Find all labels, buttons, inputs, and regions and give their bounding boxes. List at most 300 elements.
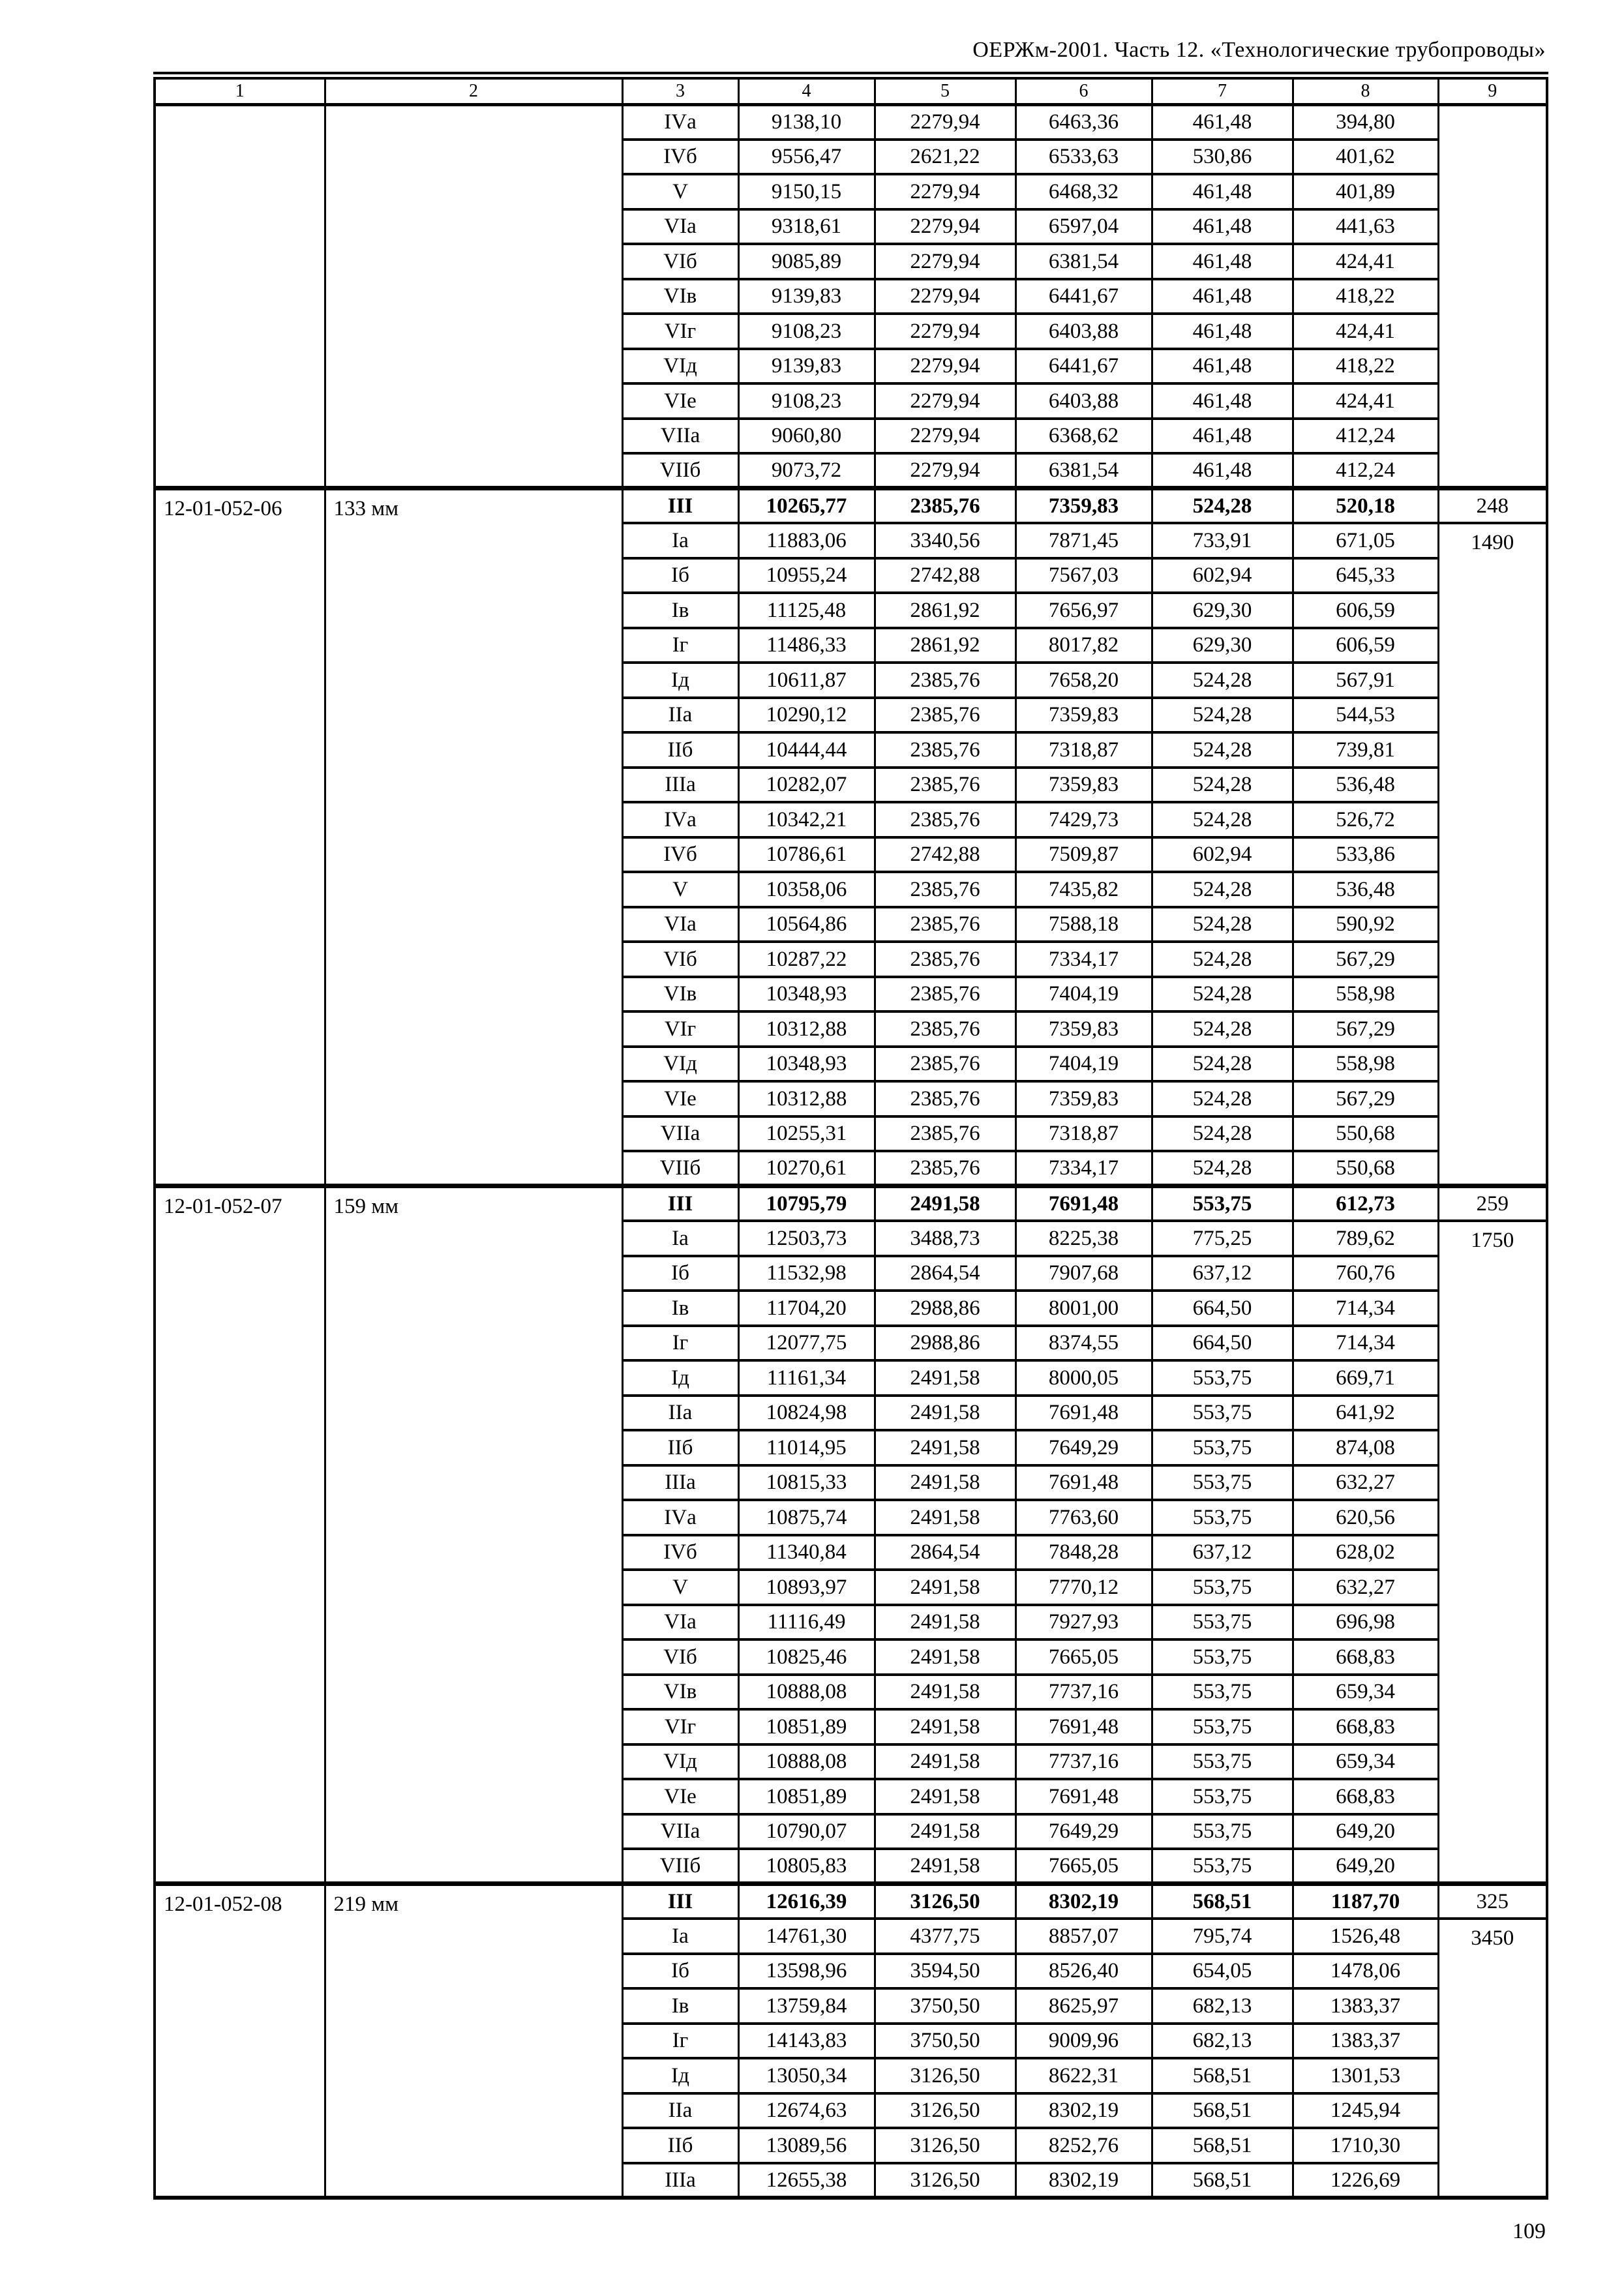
index-cell: IIIа xyxy=(622,1465,738,1501)
index-cell: VIд xyxy=(622,349,738,384)
value-cell: 775,25 xyxy=(1152,1221,1293,1256)
value-cell: 424,41 xyxy=(1293,314,1438,349)
value-cell: 568,51 xyxy=(1152,2128,1293,2163)
value-cell: 671,05 xyxy=(1293,523,1438,558)
value-cell: 637,12 xyxy=(1152,1535,1293,1570)
value-cell: 12503,73 xyxy=(738,1221,875,1256)
value-cell: 10825,46 xyxy=(738,1639,875,1675)
value-cell: 526,72 xyxy=(1293,802,1438,837)
index-cell: III xyxy=(622,1186,738,1221)
value-cell: 7509,87 xyxy=(1015,837,1152,873)
value-cell: 401,89 xyxy=(1293,174,1438,209)
value-cell: 10955,24 xyxy=(738,558,875,593)
value-cell: 2385,76 xyxy=(875,1047,1015,1082)
value-cell: 524,28 xyxy=(1152,802,1293,837)
aux-cell-bottom: 1750 xyxy=(1438,1221,1547,1884)
value-cell: 461,48 xyxy=(1152,383,1293,419)
value-cell: 645,33 xyxy=(1293,558,1438,593)
index-cell: Iб xyxy=(622,1954,738,1989)
value-cell: 12077,75 xyxy=(738,1326,875,1361)
value-cell: 10265,77 xyxy=(738,488,875,524)
value-cell: 664,50 xyxy=(1152,1326,1293,1361)
value-cell: 2742,88 xyxy=(875,837,1015,873)
value-cell: 524,28 xyxy=(1152,1151,1293,1186)
index-cell: IIб xyxy=(622,732,738,768)
value-cell: 606,59 xyxy=(1293,628,1438,663)
value-cell: 9108,23 xyxy=(738,314,875,349)
value-cell: 874,08 xyxy=(1293,1430,1438,1465)
index-cell: VIб xyxy=(622,244,738,279)
index-cell: VIIа xyxy=(622,419,738,454)
value-cell: 536,48 xyxy=(1293,872,1438,907)
column-header-1: 1 xyxy=(155,76,325,104)
value-cell: 2861,92 xyxy=(875,628,1015,663)
value-cell: 8857,07 xyxy=(1015,1919,1152,1954)
index-cell: IVб xyxy=(622,140,738,175)
value-cell: 553,75 xyxy=(1152,1465,1293,1501)
value-cell: 412,24 xyxy=(1293,419,1438,454)
value-cell: 7763,60 xyxy=(1015,1500,1152,1535)
value-cell: 536,48 xyxy=(1293,768,1438,803)
value-cell: 7691,48 xyxy=(1015,1396,1152,1431)
table-body xyxy=(155,104,1547,2198)
value-cell: 1478,06 xyxy=(1293,1954,1438,1989)
value-cell: 760,76 xyxy=(1293,1256,1438,1291)
value-cell: 6468,32 xyxy=(1015,174,1152,209)
value-cell: 7691,48 xyxy=(1015,1465,1152,1501)
index-cell: VIIб xyxy=(622,1151,738,1186)
value-cell: 2491,58 xyxy=(875,1396,1015,1431)
value-cell: 2491,58 xyxy=(875,1570,1015,1605)
value-cell: 6368,62 xyxy=(1015,419,1152,454)
value-cell: 628,02 xyxy=(1293,1535,1438,1570)
value-cell: 424,41 xyxy=(1293,383,1438,419)
value-cell: 2385,76 xyxy=(875,732,1015,768)
index-cell: VIIб xyxy=(622,1849,738,1884)
index-cell: IIIа xyxy=(622,2163,738,2198)
value-cell: 524,28 xyxy=(1152,488,1293,524)
value-cell: 4377,75 xyxy=(875,1919,1015,1954)
column-header-3: 3 xyxy=(622,76,738,104)
column-header-9: 9 xyxy=(1438,76,1547,104)
value-cell: 11116,49 xyxy=(738,1605,875,1640)
value-cell: 10815,33 xyxy=(738,1465,875,1501)
index-cell: Iв xyxy=(622,1988,738,2024)
value-cell: 7334,17 xyxy=(1015,942,1152,977)
value-cell: 2279,94 xyxy=(875,383,1015,419)
value-cell: 7691,48 xyxy=(1015,1186,1152,1221)
value-cell: 6403,88 xyxy=(1015,383,1152,419)
index-cell: VIб xyxy=(622,1639,738,1675)
value-cell: 9556,47 xyxy=(738,140,875,175)
value-cell: 2491,58 xyxy=(875,1709,1015,1744)
value-cell: 553,75 xyxy=(1152,1639,1293,1675)
value-cell: 1710,30 xyxy=(1293,2128,1438,2163)
value-cell: 3126,50 xyxy=(875,1884,1015,1919)
value-cell: 8017,82 xyxy=(1015,628,1152,663)
value-cell: 669,71 xyxy=(1293,1360,1438,1396)
value-cell: 2491,58 xyxy=(875,1500,1015,1535)
value-cell: 10888,08 xyxy=(738,1675,875,1710)
value-cell: 714,34 xyxy=(1293,1326,1438,1361)
value-cell: 789,62 xyxy=(1293,1221,1438,1256)
value-cell: 3340,56 xyxy=(875,523,1015,558)
aux-cell xyxy=(1438,104,1547,488)
value-cell: 553,75 xyxy=(1152,1360,1293,1396)
value-cell: 2988,86 xyxy=(875,1326,1015,1361)
value-cell: 394,80 xyxy=(1293,104,1438,140)
index-cell: VIе xyxy=(622,383,738,419)
index-cell: III xyxy=(622,488,738,524)
value-cell: 668,83 xyxy=(1293,1779,1438,1814)
value-cell: 7737,16 xyxy=(1015,1675,1152,1710)
value-cell: 567,29 xyxy=(1293,1011,1438,1047)
index-cell: VIа xyxy=(622,907,738,942)
value-cell: 11161,34 xyxy=(738,1360,875,1396)
value-cell: 6441,67 xyxy=(1015,349,1152,384)
index-cell: VIв xyxy=(622,1675,738,1710)
value-cell: 461,48 xyxy=(1152,104,1293,140)
value-cell: 412,24 xyxy=(1293,453,1438,488)
value-cell: 9138,10 xyxy=(738,104,875,140)
value-cell: 14761,30 xyxy=(738,1919,875,1954)
value-cell: 567,91 xyxy=(1293,663,1438,698)
value-cell: 7665,05 xyxy=(1015,1849,1152,1884)
value-cell: 795,74 xyxy=(1152,1919,1293,1954)
value-cell: 7848,28 xyxy=(1015,1535,1152,1570)
aux-cell-top: 259 xyxy=(1438,1186,1547,1221)
column-number-row xyxy=(155,76,1547,104)
value-cell: 2279,94 xyxy=(875,209,1015,245)
value-cell: 553,75 xyxy=(1152,1500,1293,1535)
running-head-title: ОЕРЖм-2001. Часть 12. «Технологические трубопроводы» xyxy=(972,38,1546,62)
value-cell: 13759,84 xyxy=(738,1988,875,2024)
value-cell: 3594,50 xyxy=(875,1954,1015,1989)
value-cell: 10893,97 xyxy=(738,1570,875,1605)
index-cell: IIIа xyxy=(622,768,738,803)
value-cell: 2491,58 xyxy=(875,1430,1015,1465)
index-cell: IIб xyxy=(622,1430,738,1465)
value-cell: 524,28 xyxy=(1152,698,1293,733)
index-cell: Iг xyxy=(622,2024,738,2059)
index-cell: Iб xyxy=(622,1256,738,1291)
value-cell: 9085,89 xyxy=(738,244,875,279)
index-cell: VIг xyxy=(622,314,738,349)
value-cell: 9073,72 xyxy=(738,453,875,488)
value-cell: 7334,17 xyxy=(1015,1151,1152,1186)
value-cell: 629,30 xyxy=(1152,593,1293,628)
index-cell: VIб xyxy=(622,942,738,977)
value-cell: 524,28 xyxy=(1152,768,1293,803)
value-cell: 10805,83 xyxy=(738,1849,875,1884)
index-cell: VIв xyxy=(622,279,738,314)
value-cell: 682,13 xyxy=(1152,2024,1293,2059)
value-cell: 2385,76 xyxy=(875,1116,1015,1152)
value-cell: 2385,76 xyxy=(875,977,1015,1012)
value-cell: 550,68 xyxy=(1293,1151,1438,1186)
aux-cell-bottom: 3450 xyxy=(1438,1919,1547,2198)
value-cell: 7359,83 xyxy=(1015,1011,1152,1047)
value-cell: 550,68 xyxy=(1293,1116,1438,1152)
value-cell: 714,34 xyxy=(1293,1291,1438,1326)
value-cell: 10611,87 xyxy=(738,663,875,698)
value-cell: 1187,70 xyxy=(1293,1884,1438,1919)
value-cell: 2279,94 xyxy=(875,104,1015,140)
value-cell: 733,91 xyxy=(1152,523,1293,558)
value-cell: 461,48 xyxy=(1152,279,1293,314)
value-cell: 11704,20 xyxy=(738,1291,875,1326)
value-cell: 2385,76 xyxy=(875,802,1015,837)
value-cell: 10851,89 xyxy=(738,1779,875,1814)
value-cell: 654,05 xyxy=(1152,1954,1293,1989)
value-cell: 10348,93 xyxy=(738,977,875,1012)
index-cell: VIе xyxy=(622,1779,738,1814)
value-cell: 2491,58 xyxy=(875,1675,1015,1710)
value-cell: 568,51 xyxy=(1152,1884,1293,1919)
value-cell: 2385,76 xyxy=(875,907,1015,942)
value-cell: 2385,76 xyxy=(875,663,1015,698)
value-cell: 649,20 xyxy=(1293,1814,1438,1849)
value-cell: 1526,48 xyxy=(1293,1919,1438,1954)
value-cell: 6441,67 xyxy=(1015,279,1152,314)
column-header-5: 5 xyxy=(875,76,1015,104)
value-cell: 568,51 xyxy=(1152,2163,1293,2198)
value-cell: 553,75 xyxy=(1152,1849,1293,1884)
value-cell: 2279,94 xyxy=(875,419,1015,454)
value-cell: 553,75 xyxy=(1152,1396,1293,1431)
value-cell: 9318,61 xyxy=(738,209,875,245)
value-cell: 13598,96 xyxy=(738,1954,875,1989)
value-cell: 632,27 xyxy=(1293,1570,1438,1605)
value-cell: 558,98 xyxy=(1293,977,1438,1012)
value-cell: 524,28 xyxy=(1152,872,1293,907)
value-cell: 9108,23 xyxy=(738,383,875,419)
column-header-8: 8 xyxy=(1293,76,1438,104)
row-code-cell: 12-01-052-07 xyxy=(155,1186,325,1884)
value-cell: 659,34 xyxy=(1293,1744,1438,1780)
index-cell: VIIб xyxy=(622,453,738,488)
value-cell: 8302,19 xyxy=(1015,2163,1152,2198)
value-cell: 2385,76 xyxy=(875,488,1015,524)
value-cell: 7567,03 xyxy=(1015,558,1152,593)
table-row xyxy=(155,488,1547,524)
value-cell: 6381,54 xyxy=(1015,453,1152,488)
value-cell: 8622,31 xyxy=(1015,2058,1152,2093)
value-cell: 8001,00 xyxy=(1015,1291,1152,1326)
index-cell: Iв xyxy=(622,1291,738,1326)
value-cell: 2385,76 xyxy=(875,1081,1015,1116)
value-cell: 2491,58 xyxy=(875,1849,1015,1884)
value-cell: 2385,76 xyxy=(875,1151,1015,1186)
index-cell: Iа xyxy=(622,523,738,558)
value-cell: 10824,98 xyxy=(738,1396,875,1431)
column-header-6: 6 xyxy=(1015,76,1152,104)
value-cell: 11125,48 xyxy=(738,593,875,628)
value-cell: 668,83 xyxy=(1293,1709,1438,1744)
value-cell: 14143,83 xyxy=(738,2024,875,2059)
value-cell: 10290,12 xyxy=(738,698,875,733)
index-cell: IIа xyxy=(622,1396,738,1431)
index-cell: VIIа xyxy=(622,1116,738,1152)
value-cell: 11532,98 xyxy=(738,1256,875,1291)
value-cell: 461,48 xyxy=(1152,174,1293,209)
value-cell: 12655,38 xyxy=(738,2163,875,2198)
aux-cell-top: 248 xyxy=(1438,488,1547,524)
value-cell: 553,75 xyxy=(1152,1605,1293,1640)
value-cell: 11486,33 xyxy=(738,628,875,663)
value-cell: 2491,58 xyxy=(875,1360,1015,1396)
value-cell: 659,34 xyxy=(1293,1675,1438,1710)
value-cell: 553,75 xyxy=(1152,1709,1293,1744)
value-cell: 524,28 xyxy=(1152,977,1293,1012)
value-cell: 13089,56 xyxy=(738,2128,875,2163)
pipe-size-cell: 159 мм xyxy=(325,1186,622,1884)
value-cell: 1383,37 xyxy=(1293,1988,1438,2024)
index-cell: VIе xyxy=(622,1081,738,1116)
value-cell: 424,41 xyxy=(1293,244,1438,279)
value-cell: 10348,93 xyxy=(738,1047,875,1082)
value-cell: 3750,50 xyxy=(875,1988,1015,2024)
value-cell: 8526,40 xyxy=(1015,1954,1152,1989)
value-cell: 7429,73 xyxy=(1015,802,1152,837)
aux-cell-top: 325 xyxy=(1438,1884,1547,1919)
index-cell: Iб xyxy=(622,558,738,593)
value-cell: 7649,29 xyxy=(1015,1814,1152,1849)
table-row xyxy=(155,1884,1547,1919)
value-cell: 7770,12 xyxy=(1015,1570,1152,1605)
value-cell: 1301,53 xyxy=(1293,2058,1438,2093)
value-cell: 2988,86 xyxy=(875,1291,1015,1326)
value-cell: 7691,48 xyxy=(1015,1779,1152,1814)
value-cell: 668,83 xyxy=(1293,1639,1438,1675)
table-header xyxy=(155,76,1547,104)
value-cell: 6597,04 xyxy=(1015,209,1152,245)
value-cell: 6533,63 xyxy=(1015,140,1152,175)
value-cell: 8625,97 xyxy=(1015,1988,1152,2024)
value-cell: 7359,83 xyxy=(1015,698,1152,733)
value-cell: 3126,50 xyxy=(875,2128,1015,2163)
value-cell: 9150,15 xyxy=(738,174,875,209)
value-cell: 6381,54 xyxy=(1015,244,1152,279)
value-cell: 739,81 xyxy=(1293,732,1438,768)
value-cell: 553,75 xyxy=(1152,1744,1293,1780)
value-cell: 2491,58 xyxy=(875,1605,1015,1640)
value-cell: 520,18 xyxy=(1293,488,1438,524)
value-cell: 11340,84 xyxy=(738,1535,875,1570)
index-cell: IVа xyxy=(622,104,738,140)
value-cell: 568,51 xyxy=(1152,2058,1293,2093)
value-cell: 10888,08 xyxy=(738,1744,875,1780)
pipe-size-cell: 219 мм xyxy=(325,1884,622,2198)
value-cell: 553,75 xyxy=(1152,1675,1293,1710)
value-cell: 7435,82 xyxy=(1015,872,1152,907)
value-cell: 2864,54 xyxy=(875,1535,1015,1570)
value-cell: 461,48 xyxy=(1152,453,1293,488)
cost-table xyxy=(153,72,1548,2200)
value-cell: 7649,29 xyxy=(1015,1430,1152,1465)
pipe-size-cell: 133 мм xyxy=(325,488,622,1186)
value-cell: 10564,86 xyxy=(738,907,875,942)
row-code-cell xyxy=(155,104,325,488)
value-cell: 682,13 xyxy=(1152,1988,1293,2024)
value-cell: 524,28 xyxy=(1152,942,1293,977)
value-cell: 7318,87 xyxy=(1015,1116,1152,1152)
value-cell: 1226,69 xyxy=(1293,2163,1438,2198)
index-cell: IVа xyxy=(622,1500,738,1535)
value-cell: 10312,88 xyxy=(738,1011,875,1047)
value-cell: 2385,76 xyxy=(875,872,1015,907)
value-cell: 1383,37 xyxy=(1293,2024,1438,2059)
value-cell: 10312,88 xyxy=(738,1081,875,1116)
column-header-4: 4 xyxy=(738,76,875,104)
value-cell: 7907,68 xyxy=(1015,1256,1152,1291)
value-cell: 553,75 xyxy=(1152,1779,1293,1814)
value-cell: 461,48 xyxy=(1152,314,1293,349)
value-cell: 10255,31 xyxy=(738,1116,875,1152)
value-cell: 553,75 xyxy=(1152,1570,1293,1605)
value-cell: 461,48 xyxy=(1152,349,1293,384)
index-cell: Iв xyxy=(622,593,738,628)
value-cell: 10270,61 xyxy=(738,1151,875,1186)
value-cell: 524,28 xyxy=(1152,663,1293,698)
row-code-cell: 12-01-052-08 xyxy=(155,1884,325,2198)
index-cell: Iа xyxy=(622,1221,738,1256)
index-cell: VIа xyxy=(622,1605,738,1640)
value-cell: 10342,21 xyxy=(738,802,875,837)
value-cell: 524,28 xyxy=(1152,1011,1293,1047)
index-cell: IIа xyxy=(622,2093,738,2129)
index-cell: IVб xyxy=(622,837,738,873)
value-cell: 553,75 xyxy=(1152,1430,1293,1465)
value-cell: 2864,54 xyxy=(875,1256,1015,1291)
value-cell: 524,28 xyxy=(1152,732,1293,768)
value-cell: 9139,83 xyxy=(738,279,875,314)
value-cell: 418,22 xyxy=(1293,349,1438,384)
index-cell: VIа xyxy=(622,209,738,245)
value-cell: 7656,97 xyxy=(1015,593,1152,628)
index-cell: IVа xyxy=(622,802,738,837)
value-cell: 2279,94 xyxy=(875,244,1015,279)
index-cell: VIв xyxy=(622,977,738,1012)
index-cell: VIг xyxy=(622,1709,738,1744)
value-cell: 418,22 xyxy=(1293,279,1438,314)
value-cell: 558,98 xyxy=(1293,1047,1438,1082)
value-cell: 7359,83 xyxy=(1015,488,1152,524)
value-cell: 7927,93 xyxy=(1015,1605,1152,1640)
value-cell: 544,53 xyxy=(1293,698,1438,733)
value-cell: 7658,20 xyxy=(1015,663,1152,698)
value-cell: 2385,76 xyxy=(875,698,1015,733)
value-cell: 524,28 xyxy=(1152,1047,1293,1082)
value-cell: 8225,38 xyxy=(1015,1221,1152,1256)
value-cell: 7359,83 xyxy=(1015,768,1152,803)
value-cell: 2279,94 xyxy=(875,314,1015,349)
index-cell: IIа xyxy=(622,698,738,733)
value-cell: 441,63 xyxy=(1293,209,1438,245)
value-cell: 602,94 xyxy=(1152,837,1293,873)
value-cell: 7318,87 xyxy=(1015,732,1152,768)
value-cell: 8374,55 xyxy=(1015,1326,1152,1361)
page-number: 109 xyxy=(1512,2219,1546,2243)
value-cell: 602,94 xyxy=(1152,558,1293,593)
value-cell: 9139,83 xyxy=(738,349,875,384)
value-cell: 6403,88 xyxy=(1015,314,1152,349)
row-code-cell: 12-01-052-06 xyxy=(155,488,325,1186)
value-cell: 7404,19 xyxy=(1015,1047,1152,1082)
value-cell: 13050,34 xyxy=(738,2058,875,2093)
value-cell: 10875,74 xyxy=(738,1500,875,1535)
value-cell: 7588,18 xyxy=(1015,907,1152,942)
